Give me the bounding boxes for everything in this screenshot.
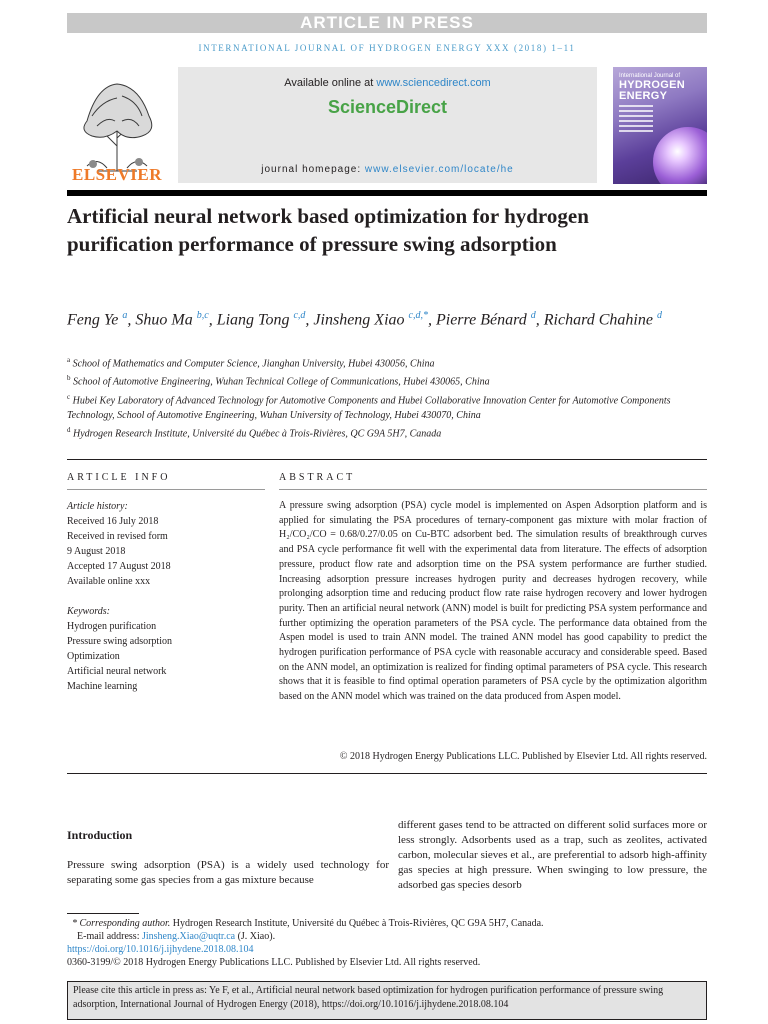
affiliation-key: d	[67, 425, 71, 434]
affiliation-key: a	[67, 356, 71, 364]
issn-line: 0360-3199/© 2018 Hydrogen Energy Publications LLC. Published by Elsevier Ltd. All rights reserved.	[67, 957, 481, 968]
author-name[interactable]: Pierre Bénard	[435, 311, 527, 329]
footnotes	[67, 917, 707, 969]
copyright-line: © 2018 Hydrogen Energy Publications LLC. Published by Elsevier Ltd. All rights reserved.	[339, 751, 707, 762]
email-suffix: (J. Xiao).	[235, 931, 276, 942]
intro-column-1: Pressure swing adsorption (PSA) is a widely used technology for separating some gas species from a gas mixture because	[67, 859, 389, 886]
article-in-press-banner: ARTICLE IN PRESS	[67, 13, 707, 33]
email-label: E-mail address:	[77, 931, 142, 942]
citation-box: Please cite this article in press as: Ye F, et al., Artificial neural network based optimization for hydrogen purification performance of pressure swing adsorption, International Journal of Hydrogen Energy (2018), https://doi.org/10.1016/j.ijhydene.2018.08.104	[67, 981, 707, 1020]
affiliation-item	[67, 423, 687, 441]
cover-orb-graphic	[653, 127, 707, 184]
corresponding-label: * Corresponding author.	[72, 918, 171, 929]
affiliation-key: b	[67, 374, 71, 383]
affiliation-text: Hydrogen Research Institute, Université du Québec à Trois-Rivières, QC G9A 5H7, Canada	[70, 428, 442, 440]
doi-link[interactable]: https://doi.org/10.1016/j.ijhydene.2018.08.104	[67, 944, 254, 955]
email-line	[67, 930, 707, 943]
author-affiliation-marker[interactable]: c,d,*	[408, 310, 428, 321]
abstract-paragraph: A pressure swing adsorption (PSA) cycle model is implemented on Aspen Adsorption platform and is applied for simulating the PSA procedures of ternary-component gas mixture with molar fraction of H₂/CO₂/CO = 0.68/0.27/0.05 on Cu-BTC adsorbent bed. The simulation results of breakthrough curves and PSA cycle performance fit well with the experimental data from literature. The effects of adsorption pressure, product flow rate and adsorption time on the PSA system performance are further studied. Increasing adsorption pressure increases hydrogen purity and decreases hydrogen recovery, while prolonging adsorption time and reducing product flow rate raise hydrogen recovery and lower hydrogen purity. Then an artificial neural network (ANN) model is built for predicting PSA system performance and further optimizing the operation parameters of the PSA cycle. The performance data obtained from the Aspen model is used to train ANN model. The trained ANN model has good capability to predict the hydrogen purification performance of PSA cycle with reasonable accuracy and considerable speed. Based on the ANN model, an optimization is realized for finding optimal parameters of PSA cycle. This research shows that it is feasible to find optimal operation parameters of PSA cycle by the optimization algorithm based on the ANN model which was trained on the data produced from Aspen model.	[279, 500, 707, 703]
author-affiliation-marker[interactable]: b,c	[196, 310, 209, 321]
affiliation-item	[67, 371, 687, 389]
author-affiliation-marker[interactable]: d	[656, 310, 662, 321]
author-name[interactable]: Feng Ye	[67, 311, 119, 329]
section-divider	[67, 459, 707, 460]
elsevier-wordmark: ELSEVIER	[72, 165, 162, 184]
history-label: Article history:	[67, 501, 128, 512]
sciencedirect-logo[interactable]: ScienceDirect	[327, 97, 448, 117]
author-name[interactable]: Jinsheng Xiao	[313, 311, 405, 329]
cover-title-line-1: HYDROGEN	[619, 79, 685, 91]
keywords-list	[67, 619, 267, 694]
author-affiliation-marker[interactable]: c,d	[293, 310, 306, 321]
history-item: Accepted 17 August 2018	[67, 561, 171, 572]
journal-homepage-link[interactable]: www.elsevier.com/locate/he	[364, 164, 514, 175]
article-title: Artificial neural network based optimization for hydrogen purification performance of pressure swing adsorption	[67, 204, 589, 256]
corresponding-text: Hydrogen Research Institute, Université du Québec à Trois-Rivières, QC G9A 5H7, Canada.	[170, 918, 544, 929]
available-prefix: Available online at	[284, 77, 377, 89]
author-name[interactable]: Liang Tong	[216, 311, 290, 329]
article-info-heading: ARTICLE INFO	[67, 472, 171, 483]
journal-cover-image[interactable]	[613, 67, 707, 184]
history-item: Available online xxx	[67, 576, 151, 587]
sciencedirect-url-link[interactable]: www.sciencedirect.com	[376, 77, 491, 89]
homepage-prefix: journal homepage:	[261, 164, 365, 175]
cover-small-title: International Journal of	[619, 73, 681, 79]
article-info-divider	[67, 489, 265, 490]
keyword-item: Pressure swing adsorption	[67, 636, 172, 647]
affiliation-text: School of Automotive Engineering, Wuhan Technical College of Communications, Hubei 430065, China	[70, 376, 490, 388]
keyword-item: Artificial neural network	[67, 666, 167, 677]
affiliation-text: Hubei Key Laboratory of Advanced Technology for Automotive Components and Hubei Collaborative Innovation Center for Automotive Components Technology, School of Automotive Engineering, Wuhan University of Technology, Hubei 430070, China	[67, 394, 671, 421]
abstract-end-divider	[67, 773, 707, 774]
affiliation-item	[67, 353, 687, 371]
abstract-divider	[279, 489, 707, 490]
article-info	[67, 499, 267, 694]
affiliation-key: c	[67, 392, 71, 401]
author-name[interactable]: Richard Chahine	[543, 311, 653, 329]
keyword-item: Hydrogen purification	[67, 621, 157, 632]
affiliation-item	[67, 390, 687, 423]
journal-running-header: INTERNATIONAL JOURNAL OF HYDROGEN ENERGY XXX (2018) 1–11	[198, 43, 576, 53]
cover-text-lines	[619, 105, 653, 135]
keyword-item: Machine learning	[67, 681, 138, 692]
history-list	[67, 514, 267, 589]
history-item: 9 August 2018	[67, 546, 126, 557]
email-link[interactable]: Jinsheng.Xiao@uqtr.ca	[141, 931, 236, 942]
keyword-item: Optimization	[67, 651, 120, 662]
cover-title	[619, 80, 685, 102]
header-rule	[67, 190, 707, 196]
introduction-heading: Introduction	[67, 828, 133, 842]
affiliation-text: School of Mathematics and Computer Science, Jianghan University, Hubei 430056, China	[70, 358, 435, 370]
intro-column-2: different gases tend to be attracted on different solid surfaces more or less strongly. Adsorbents used as a trap, such as zeolites, activated carbon, molecular sieves et al., are preferential to adsorb high-affinity gas species at high pressure. When swinging to low pressure, the adsorbed gas species desorb	[398, 819, 707, 891]
available-online-line	[178, 76, 597, 90]
author-affiliation-marker[interactable]: d	[530, 310, 536, 321]
keywords-label: Keywords:	[67, 606, 110, 617]
history-item: Received in revised form	[67, 531, 168, 542]
corresponding-author-note	[67, 917, 707, 930]
author-name[interactable]: Shuo Ma	[135, 311, 193, 329]
journal-homepage-line	[178, 163, 597, 176]
affiliation-list	[67, 353, 687, 441]
cover-title-line-2: ENERGY	[619, 90, 668, 102]
author-affiliation-marker[interactable]: a	[122, 310, 128, 321]
author-list: Feng Ye $^a$, Shuo Ma $^{b,c}$, Liang Tong $^{c,d}$, Jinsheng Xiao $^{c,d,*}$, Pierre Bénard $^d$, Richard Chahine $^d$	[67, 310, 662, 329]
history-item: Received 16 July 2018	[67, 516, 159, 527]
footnote-rule	[67, 913, 139, 914]
abstract-heading: ABSTRACT	[279, 472, 356, 483]
abstract-text	[279, 499, 707, 705]
